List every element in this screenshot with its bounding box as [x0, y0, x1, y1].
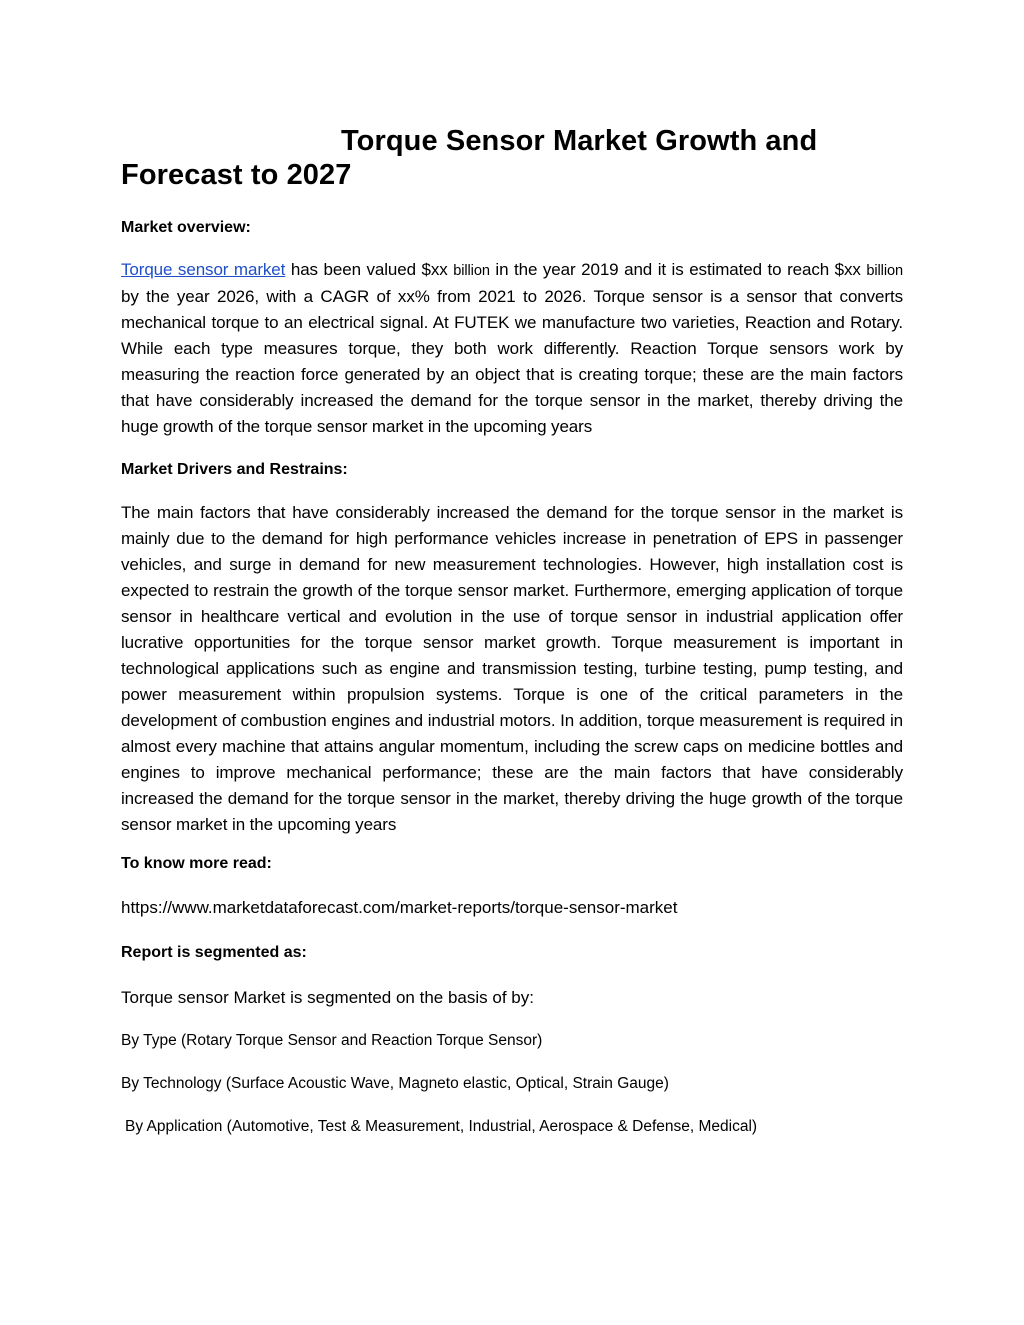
torque-sensor-market-link[interactable]: Torque sensor market	[121, 260, 286, 279]
segment-by-technology: By Technology (Surface Acoustic Wave, Magneto elastic, Optical, Strain Gauge)	[121, 1075, 669, 1092]
overview-text-a: has been valued $xx	[285, 260, 454, 279]
title-line-2: Forecast to 2027	[121, 159, 352, 191]
read-more-heading: To know more read:	[121, 855, 272, 872]
market-overview-paragraph	[121, 257, 903, 440]
segments-intro: Torque sensor Market is segmented on the basis of by:	[121, 988, 534, 1007]
market-drivers-heading: Market Drivers and Restrains:	[121, 461, 348, 478]
overview-text-c: by the year 2026, with a CAGR of xx% from 2021 to 2026. Torque sensor is a sensor that converts mechanical torque to an electrical signal. At FUTEK we manufacture two varieties, Reaction and Rotary. While each type measures torque, they both work differently. Reaction Torque sensors work by measuring the reaction force generated by an object that is creating torque; these are the main factors that have considerably increased the demand for the torque sensor in the market, thereby driving the huge growth of the torque sensor market in the upcoming years	[121, 287, 903, 436]
market-overview-heading: Market overview:	[121, 219, 251, 236]
overview-billion-2: billion	[866, 263, 903, 279]
segment-by-type: By Type (Rotary Torque Sensor and Reaction Torque Sensor)	[121, 1032, 543, 1049]
title-line-1: Torque Sensor Market Growth and	[341, 125, 818, 157]
page-title	[121, 124, 903, 192]
document-body	[121, 124, 903, 1137]
segments-heading: Report is segmented as:	[121, 944, 307, 961]
report-url: https://www.marketdataforecast.com/market-reports/torque-sensor-market	[121, 898, 678, 917]
segment-by-application: By Application (Automotive, Test & Measurement, Industrial, Aerospace & Defense, Medical)	[125, 1118, 758, 1135]
overview-billion-1: billion	[453, 263, 490, 279]
market-drivers-paragraph: The main factors that have considerably increased the demand for the torque sensor in the market is mainly due to the demand for high performance vehicles increase in penetration of EPS in passenger vehicles, and surge in demand for new measurement technologies. However, high installation cost is expected to restrain the growth of the torque sensor market. Furthermore, emerging application of torque sensor in healthcare vertical and evolution in the use of torque sensor in industrial application offer lucrative opportunities for the torque sensor market growth. Torque measurement is important in technological applications such as engine and transmission testing, turbine testing, pump testing, and power measurement within propulsion systems. Torque is one of the critical parameters in the development of combustion engines and industrial motors. In addition, torque measurement is required in almost every machine that attains angular momentum, including the screw caps on medicine bottles and engines to improve mechanical performance; these are the main factors that have considerably increased the demand for the torque sensor in the market, thereby driving the huge growth of the torque sensor market in the upcoming years	[121, 503, 903, 834]
overview-text-b: in the year 2019 and it is estimated to reach $xx	[489, 260, 867, 279]
